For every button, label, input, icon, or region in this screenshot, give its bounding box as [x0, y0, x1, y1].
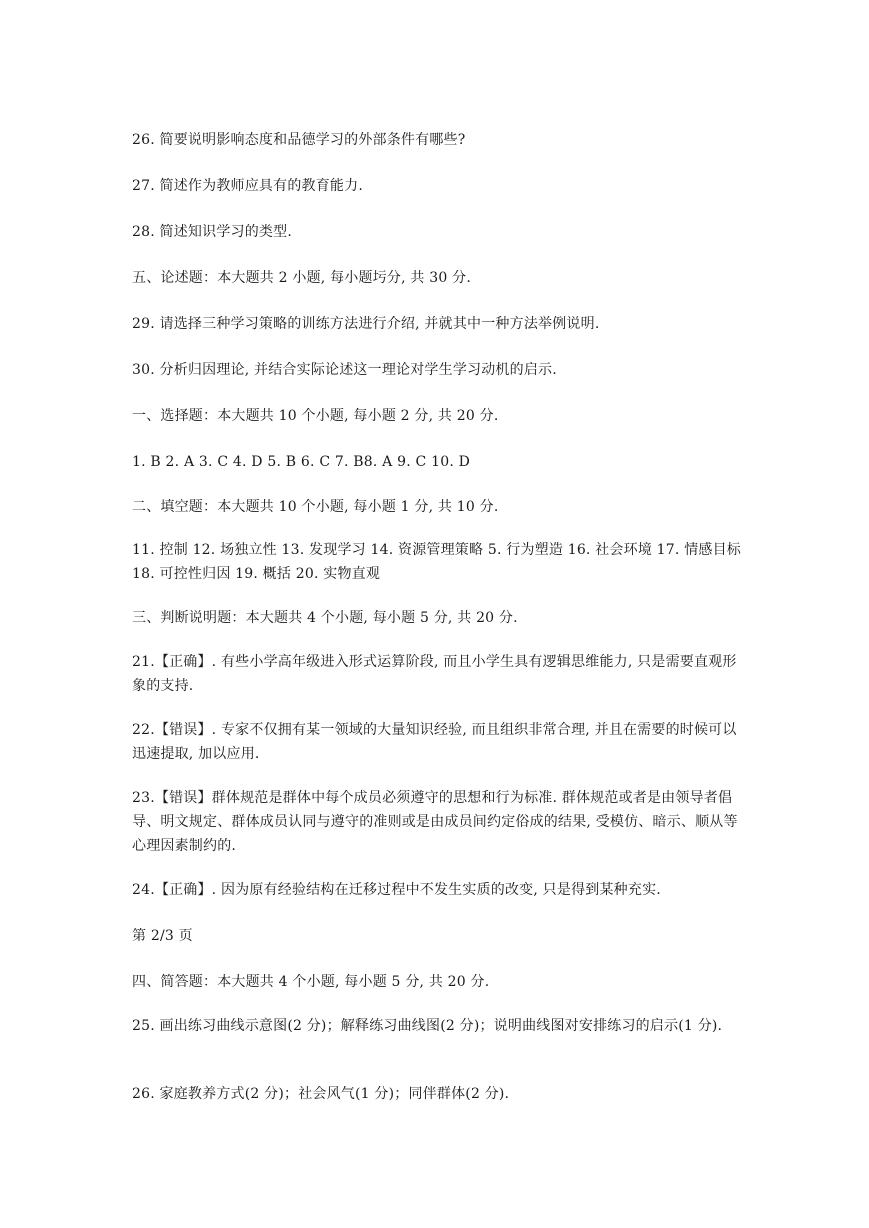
- answer-25: 25. 画出练习曲线示意图(2 分)；解释练习曲线图(2 分)；说明曲线图对安排练习的启示(1 分).: [132, 1018, 723, 1034]
- section-5-heading: 五、论述题：本大题共 2 小题, 每小题圬分, 共 30 分.: [132, 270, 471, 286]
- answer-section-2-heading: 二、填空题：本大题共 10 个小题, 每小题 1 分, 共 10 分.: [132, 499, 499, 515]
- question-26: 26. 简要说明影响态度和品德学习的外部条件有哪些?: [132, 132, 466, 148]
- answer-21: 21.【正确】. 有些小学高年级进入形式运算阶段, 而且小学生具有逻辑思维能力, 只是需要直观形象的支持.: [132, 654, 737, 694]
- answer-section-1-heading: 一、选择题：本大题共 10 个小题, 每小题 2 分, 共 20 分.: [132, 408, 499, 424]
- answer-fill-in: 11. 控制 12. 场独立性 13. 发现学习 14. 资源管理策略 5. 行为塑造 16. 社会环境 17. 情感目标 18. 可控性归因 19. 概括 20. 实物直观: [132, 542, 741, 582]
- question-28: 28. 简述知识学习的类型.: [132, 224, 292, 240]
- question-29: 29. 请选择三种学习策略的训练方法进行介绍, 并就其中一种方法举例说明.: [132, 316, 600, 332]
- question-27: 27. 简述作为教师应具有的教育能力.: [132, 178, 363, 194]
- answer-section-4-heading: 四、简答题：本大题共 4 个小题, 每小题 5 分, 共 20 分.: [132, 974, 490, 990]
- answer-section-3-heading: 三、判断说明题：本大题共 4 个小题, 每小题 5 分, 共 20 分.: [132, 610, 518, 626]
- page-number: 第 2/3 页: [132, 928, 193, 944]
- answer-26: 26. 家庭教养方式(2 分)；社会风气(1 分)；同伴群体(2 分).: [132, 1086, 510, 1102]
- answer-23: 23.【错误】群体规范是群体中每个成员必须遵守的思想和行为标准. 群体规范或者是由领导者倡导、明文规定、群体成员认同与遵守的准则或是由成员间约定俗成的结果, 受模仿、暗示、顺从等心理因素制约的.: [132, 790, 738, 854]
- answer-choices: 1. B 2. A 3. C 4. D 5. B 6. C 7. B8. A 9. C 10. D: [132, 454, 471, 470]
- answer-22: 22.【错误】. 专家不仅拥有某一领域的大量知识经验, 而且组织非常合理, 并且在需要的时候可以迅速提取, 加以应用.: [132, 722, 737, 762]
- question-30: 30. 分析归因理论, 并结合实际论述这一理论对学生学习动机的启示.: [132, 362, 557, 378]
- answer-24: 24.【正确】. 因为原有经验结构在迁移过程中不发生实质的改变, 只是得到某种充实.: [132, 882, 661, 898]
